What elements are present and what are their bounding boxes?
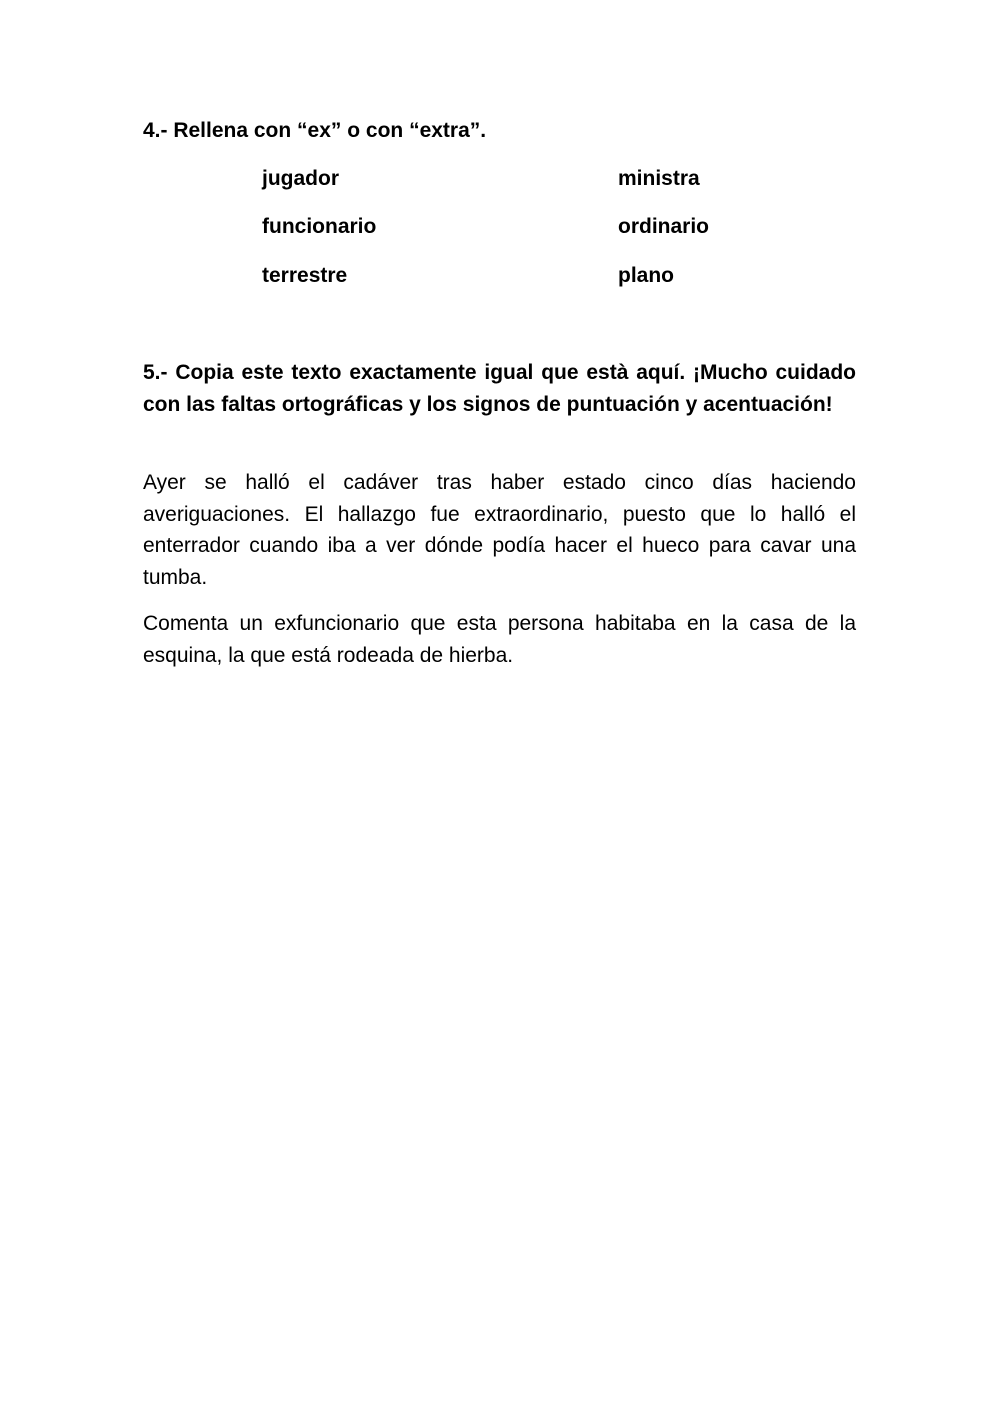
word-item: terrestre: [262, 264, 348, 287]
word-item: ministra: [618, 167, 700, 190]
exercise-4-title: 4.- Rellena con “ex” o con “extra”.: [143, 119, 487, 142]
exercise-4-word-grid: [262, 167, 782, 317]
word-item: plano: [618, 264, 674, 287]
word-item: funcionario: [262, 215, 377, 238]
text-paragraph: Ayer se halló el cadáver tras haber estado cinco días haciendo averiguaciones. El hallazgo fue extraordinario, puesto que lo halló el enterrador cuando iba a ver dónde podía hacer el hueco para cavar una tumba.: [143, 471, 856, 589]
text-paragraph: Comenta un exfuncionario que esta persona habitaba en la casa de la esquina, la que está rodeada de hierba.: [143, 612, 856, 667]
exercise-5-title: 5.- Copia este texto exactamente igual que està aquí. ¡Mucho cuidado con las faltas ortográficas y los signos de puntuación y acentuación!: [143, 361, 856, 416]
word-item: ordinario: [618, 215, 710, 238]
word-item: jugador: [262, 167, 339, 190]
